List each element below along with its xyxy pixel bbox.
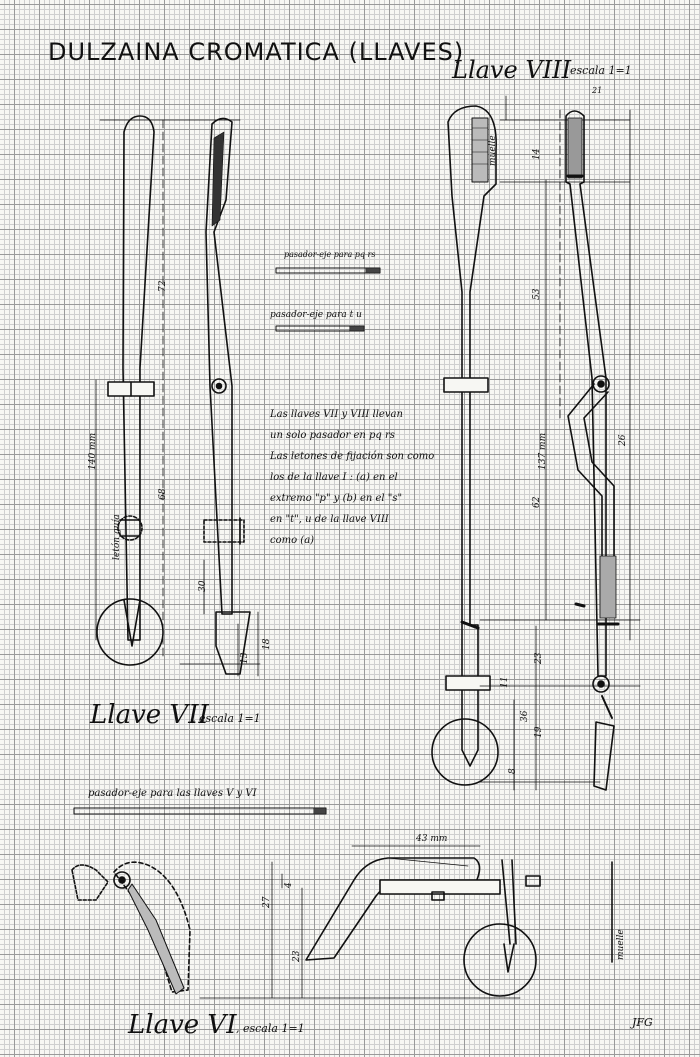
pin-label-pqrs: pasador-eje para pq rs xyxy=(284,250,376,259)
leton-guia-label: letón guía xyxy=(112,514,122,560)
dim-18: 18 xyxy=(262,638,272,650)
dim-21: 21 xyxy=(592,86,603,95)
dim-30: 30 xyxy=(198,580,208,592)
dim-19: 19 xyxy=(534,726,544,738)
dim-23-llave-vi: 23 xyxy=(292,950,302,962)
muelle-label-top: muelle xyxy=(488,135,498,166)
llave-vii-side-view xyxy=(180,118,260,676)
llave-viii-scale: escala 1=1 xyxy=(570,64,632,77)
dim-23: 23 xyxy=(534,652,544,664)
dim-11: 11 xyxy=(500,676,510,688)
dim-14: 14 xyxy=(532,148,542,160)
author-signature: JFG xyxy=(632,1016,653,1029)
dim-62: 62 xyxy=(532,496,542,508)
dimension-137mm: 137 mm xyxy=(538,432,548,470)
dim-53: 53 xyxy=(532,288,542,300)
dimension-140mm: 140 mm xyxy=(88,432,98,470)
llave-vii-title: Llave VII xyxy=(90,700,209,730)
muelle-label-bottom: muelle xyxy=(616,929,626,960)
pin-label-v-vi: pasador-eje para las llaves V y VI xyxy=(88,788,257,799)
dim-72: 72 xyxy=(158,280,168,292)
dim-27: 27 xyxy=(262,896,272,908)
dim-8: 8 xyxy=(508,768,518,774)
llave-vi-title: Llave VI xyxy=(128,1010,237,1040)
dim-4: 4 xyxy=(284,882,294,888)
dimension-43mm: 43 mm xyxy=(416,834,448,844)
llave-vi-drawings xyxy=(72,846,612,998)
llave-viii-side-view xyxy=(566,110,630,790)
page-title: DULZAINA CROMATICA (LLAVES) xyxy=(48,38,465,66)
dim-26: 26 xyxy=(618,434,628,446)
llave-vii-scale: , escala 1=1 xyxy=(192,712,261,725)
dim-13: 13 xyxy=(240,652,250,664)
dim-68: 68 xyxy=(158,488,168,500)
assembly-note: Las llaves VII y VIII llevan un solo pasador en pq rs Las letones de fijación son como los de la llave I : (a) en el extremo "p" y (b) en el "s" en "t", u de la llave VIII como (a) xyxy=(270,409,435,546)
llave-vi-scale: , escala 1=1 xyxy=(236,1022,305,1035)
pin-label-tu: pasador-eje para t u xyxy=(270,310,362,320)
dim-36: 36 xyxy=(520,710,530,722)
llave-viii-title: Llave VIII xyxy=(452,56,572,84)
